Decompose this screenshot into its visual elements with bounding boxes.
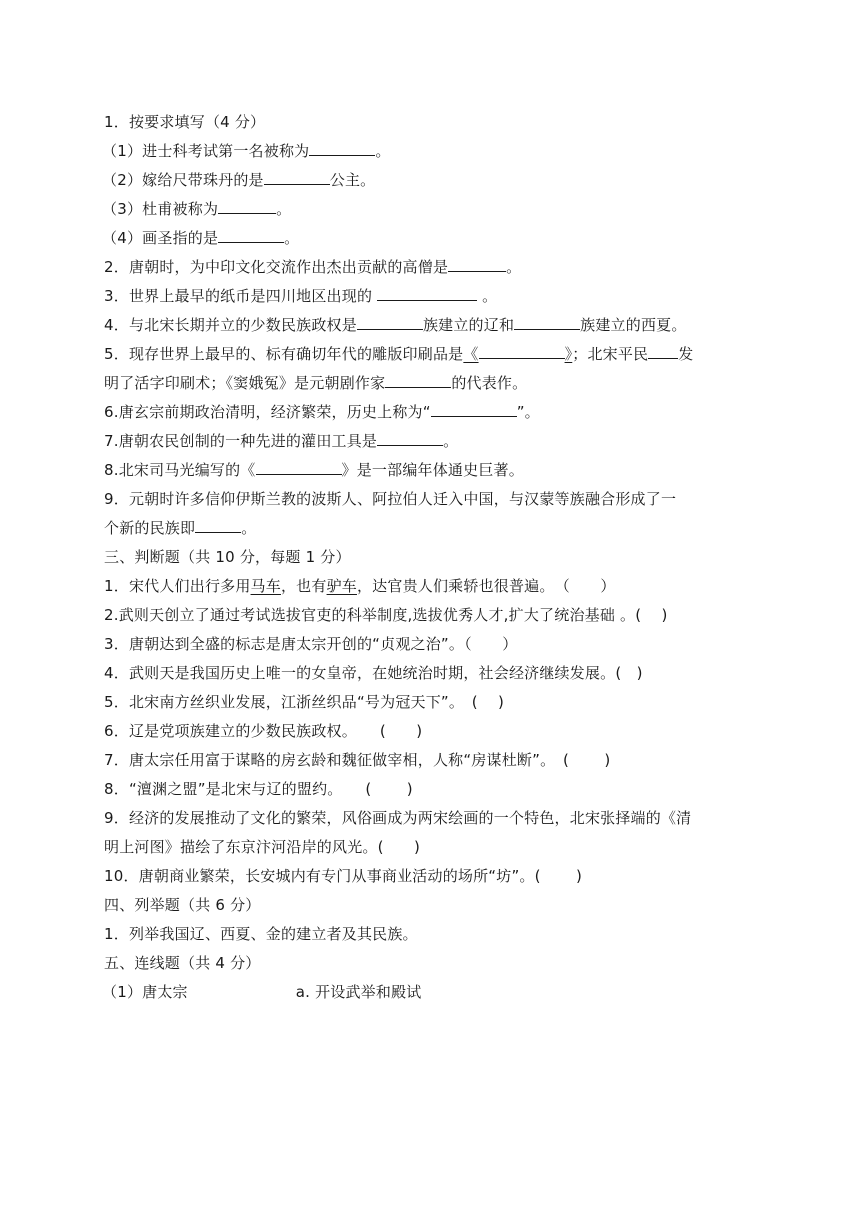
answer-blank	[218, 199, 276, 214]
q8-text: 8.北宋司马光编写的《	[104, 461, 256, 479]
judge-1-underlined: 马车	[250, 577, 281, 595]
answer-blank	[264, 170, 330, 185]
q1-3-end: 。	[276, 200, 292, 218]
judge-5: 5．北宋南方丝织业发展，江浙丝织品“号为冠天下”。 ( )	[104, 693, 505, 711]
list-1: 1．列举我国辽、西夏、金的建立者及其民族。	[104, 925, 418, 943]
answer-blank	[648, 344, 678, 359]
q9-line1: 9．元朝时许多信仰伊斯兰教的波斯人、阿拉伯人迁入中国，与汉蒙等族融合形成了一	[104, 490, 677, 508]
answer-blank	[448, 257, 506, 272]
q7-text: 7.唐朝农民创制的一种先进的灌田工具是	[104, 432, 378, 450]
answer-blank	[479, 344, 565, 359]
answer-blank	[309, 141, 375, 156]
judge-2: 2.武则天创立了通过考试选拔官吏的科举制度,选拔优秀人才,扩大了统治基础 。( )	[104, 606, 668, 624]
judge-1-end: ，达官贵人们乘轿也很普遍。 （ ）	[356, 577, 616, 595]
q3	[104, 282, 764, 311]
answer-blank	[218, 228, 284, 243]
q7	[104, 427, 764, 456]
answer-blank	[431, 402, 517, 417]
q1-2-text: （2）嫁给尺带珠丹的是	[102, 171, 264, 189]
q1-4-end: 。	[284, 229, 300, 247]
q3-text: 3．世界上最早的纸币是四川地区出现的	[104, 287, 378, 305]
q9-line2	[104, 514, 764, 543]
q5-book-close: 》	[564, 345, 573, 363]
q3-end: 。	[477, 287, 498, 305]
judge-3: 3．唐朝达到全盛的标志是唐太宗开创的“贞观之治”。（ ）	[104, 635, 518, 653]
q4	[104, 311, 764, 340]
q4-end: 族建立的西夏。	[580, 316, 687, 334]
q1-4-text: （4）画圣指的是	[102, 229, 219, 247]
answer-blank	[514, 315, 580, 330]
q2-end: 。	[506, 258, 522, 276]
q1-1-text: （1）进士科考试第一名被称为	[102, 142, 310, 160]
list-section-title: 四、列举题（共 6 分）	[104, 896, 261, 914]
q5-end1: 发	[678, 345, 694, 363]
q1-1	[102, 137, 764, 166]
q1-4	[102, 224, 764, 253]
answer-blank	[377, 286, 477, 301]
q5-line2-text: 明了活字印刷术；《窦娥冤》是元朝剧作家	[104, 374, 386, 392]
q5-book-open: 《	[463, 345, 479, 363]
q5-mid: ；北宋平民	[572, 345, 649, 363]
judge-section-title: 三、判断题（共 10 分，每题 1 分）	[104, 548, 351, 566]
judge-1-mid: ，也有	[280, 577, 327, 595]
q2	[104, 253, 764, 282]
answer-blank	[385, 373, 451, 388]
q5-line1	[104, 340, 764, 369]
q6	[104, 398, 764, 427]
q1-3-text: （3）杜甫被称为	[102, 200, 219, 218]
answer-blank	[195, 518, 241, 533]
answer-blank	[357, 315, 423, 330]
judge-4: 4．武则天是我国历史上唯一的女皇帝，在她统治时期，社会经济继续发展。( )	[104, 664, 643, 682]
judge-1	[104, 572, 764, 601]
q9-line2-end: 。	[241, 519, 257, 537]
q1-1-end: 。	[375, 142, 391, 160]
q5-line2-end: 的代表作。	[451, 374, 528, 392]
q1-2-end: 公主。	[329, 171, 376, 189]
connect-row-1	[102, 978, 764, 1007]
q4-mid: 族建立的辽和	[422, 316, 515, 334]
q1-title: 1．按要求填写（4 分）	[104, 113, 266, 131]
q4-text: 4．与北宋长期并立的少数民族政权是	[104, 316, 357, 334]
judge-1-underlined: 驴车	[326, 577, 357, 595]
q7-end: 。	[443, 432, 459, 450]
q8	[104, 456, 764, 485]
q5-text: 5．现存世界上最早的、标有确切年代的雕版印刷品是	[104, 345, 464, 363]
answer-blank	[256, 460, 342, 475]
connect-left-1: （1）唐太宗	[102, 983, 188, 1001]
judge-7: 7．唐太宗任用富于谋略的房玄龄和魏征做宰相，人称“房谋杜断”。 ( )	[104, 751, 611, 769]
exam-page	[104, 108, 764, 1007]
judge-1-text: 1．宋代人们出行多用	[104, 577, 251, 595]
q6-end: ”。	[516, 403, 540, 421]
q8-end: 》是一部编年体通史巨著。	[341, 461, 524, 479]
judge-6: 6．辽是党项族建立的少数民族政权。 ( )	[104, 722, 423, 740]
answer-blank	[377, 431, 443, 446]
connect-section-title: 五、连线题（共 4 分）	[104, 954, 261, 972]
q1-3	[102, 195, 764, 224]
q9-line2-text: 个新的民族即	[104, 519, 196, 537]
q6-text: 6.唐玄宗前期政治清明，经济繁荣，历史上称为“	[104, 403, 431, 421]
q5-line2	[104, 369, 764, 398]
q2-text: 2．唐朝时，为中印文化交流作出杰出贡献的高僧是	[104, 258, 449, 276]
judge-9-line1: 9．经济的发展推动了文化的繁荣，风俗画成为两宋绘画的一个特色，北宋张择端的《清	[104, 809, 692, 827]
judge-10: 10．唐朝商业繁荣，长安城内有专门从事商业活动的场所“坊”。( )	[104, 867, 583, 885]
judge-8: 8．“澶渊之盟”是北宋与辽的盟约。 ( )	[104, 780, 413, 798]
connect-right-a: a. 开设武举和殿试	[295, 983, 422, 1001]
judge-9-line2: 明上河图》描绘了东京汴河沿岸的风光。( )	[104, 838, 421, 856]
q1-2	[102, 166, 764, 195]
